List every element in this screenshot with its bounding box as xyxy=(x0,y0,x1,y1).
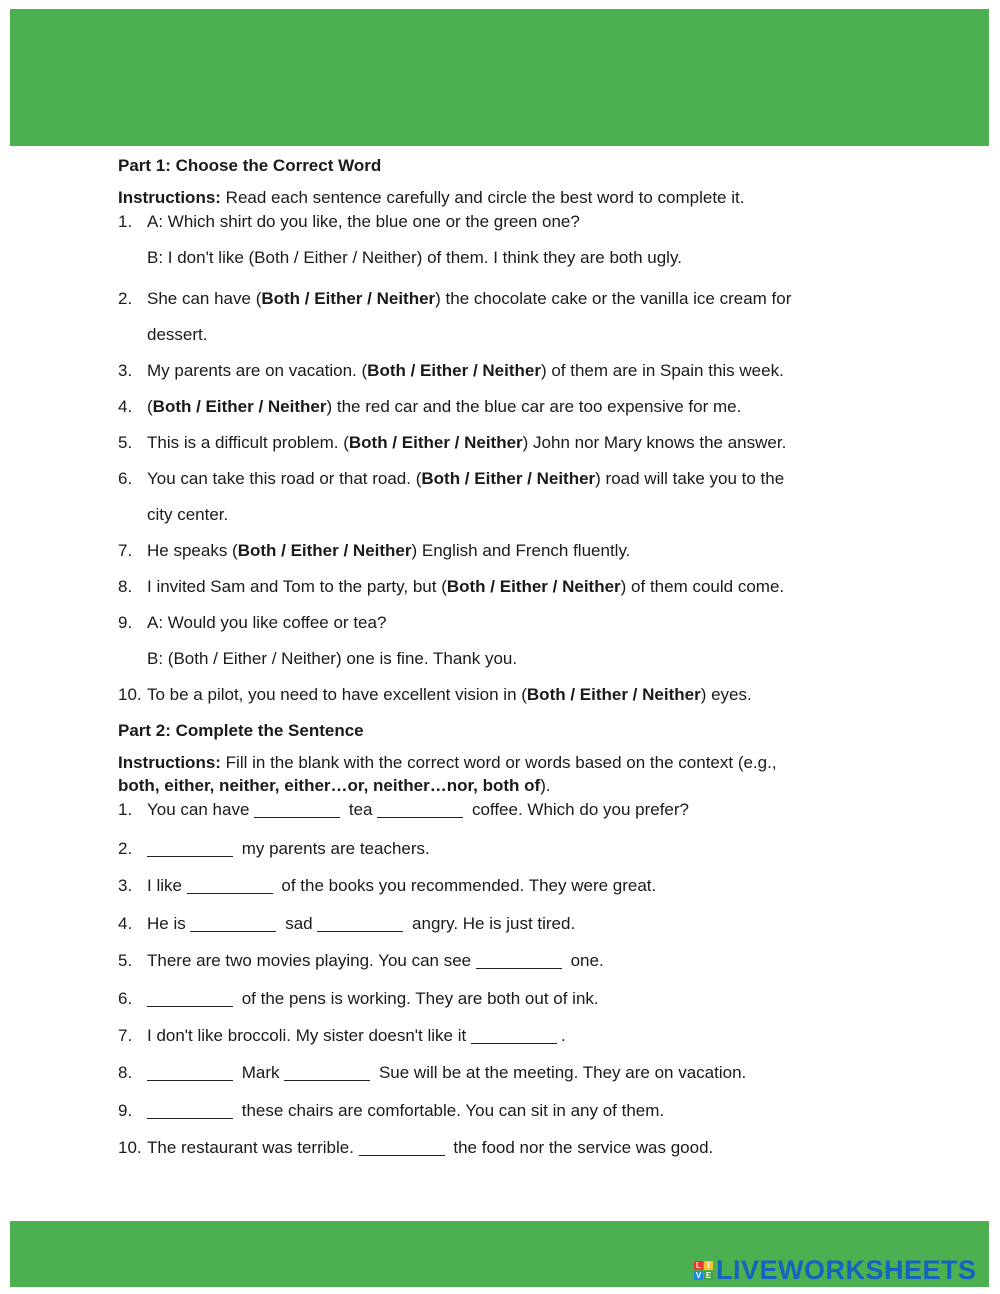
list-item xyxy=(118,942,878,979)
header-band xyxy=(10,9,989,146)
item-text: My parents are on vacation. ( xyxy=(147,361,368,380)
part2-instructions-label: Instructions: xyxy=(118,753,221,772)
item-text: ) of them could come. xyxy=(620,577,785,596)
part2-instructions-words: both, either, neither, either…or, neither…nor, both of xyxy=(118,776,541,795)
answer-blank[interactable] xyxy=(147,988,233,1007)
item-text: ) eyes. xyxy=(700,685,752,704)
list-item xyxy=(118,569,878,605)
choice-options[interactable]: Both / Either / Neither xyxy=(348,433,523,452)
item-text: of the pens is working. They are both out of ink. xyxy=(237,988,599,1008)
part2-instructions xyxy=(118,751,878,797)
item-text: ( xyxy=(147,397,153,416)
list-item xyxy=(118,1092,878,1129)
list-item xyxy=(118,905,878,942)
answer-blank[interactable] xyxy=(476,950,562,969)
item-text: tea xyxy=(344,800,378,819)
item-number: 4. xyxy=(118,397,133,416)
item-text: You can have xyxy=(147,800,255,819)
list-item xyxy=(118,677,878,713)
list-item xyxy=(118,830,878,867)
answer-blank[interactable] xyxy=(147,1062,233,1081)
item-line: A: Would you like coffee or tea? xyxy=(147,613,387,632)
item-line: A: Which shirt do you like, the blue one or the green one? xyxy=(147,212,580,231)
item-text: ) John nor Mary knows the answer. xyxy=(522,433,787,452)
choice-options[interactable]: Both / Either / Neither xyxy=(446,577,621,596)
item-text: Sue will be at the meeting. They are on vacation. xyxy=(374,1063,747,1083)
logo-text: LIVEWORKSHEETS xyxy=(716,1255,977,1285)
answer-blank[interactable] xyxy=(254,799,340,818)
item-number: 7. xyxy=(118,1026,133,1046)
item-text: ) the chocolate cake or the vanilla ice cream for xyxy=(435,289,792,308)
choice-options[interactable]: Both / Either / Neither xyxy=(526,685,701,704)
item-number: 2. xyxy=(118,289,133,308)
part2-list xyxy=(118,797,878,1167)
item-number: 5. xyxy=(118,433,133,452)
item-number: 3. xyxy=(118,876,133,896)
list-item xyxy=(118,867,878,904)
list-item xyxy=(118,533,878,569)
item-text: . xyxy=(560,1026,566,1046)
part1-instructions-label: Instructions: xyxy=(118,188,221,207)
item-number: 9. xyxy=(118,1100,133,1120)
part1-instructions xyxy=(118,186,878,209)
list-item xyxy=(118,980,878,1017)
item-number: 1. xyxy=(118,800,133,819)
item-number: 6. xyxy=(118,988,133,1008)
list-item xyxy=(118,605,878,677)
item-number: 8. xyxy=(118,1063,133,1083)
choice-options[interactable]: Both / Either / Neither xyxy=(237,541,412,560)
logo-mark-icon: L I V E xyxy=(695,1260,712,1280)
item-text: coffee. Which do you prefer? xyxy=(467,800,689,819)
item-number: 9. xyxy=(118,613,133,632)
choice-options[interactable]: Both / Either / Neither xyxy=(367,361,541,380)
item-number: 10. xyxy=(118,685,142,704)
item-line[interactable]: B: I don't like (Both / Either / Neither) of them. I think they are both ugly. xyxy=(147,248,682,267)
item-line[interactable]: B: (Both / Either / Neither) one is fine. Thank you. xyxy=(147,649,518,668)
item-number: 5. xyxy=(118,951,133,971)
item-text: my parents are teachers. xyxy=(237,839,430,858)
list-item xyxy=(118,425,878,461)
list-item xyxy=(118,389,878,425)
item-text: the food nor the service was good. xyxy=(448,1138,714,1158)
part1-heading: Part 1: Choose the Correct Word xyxy=(118,156,382,175)
list-item xyxy=(118,281,878,353)
item-text: Mark xyxy=(237,1063,285,1083)
part2-instructions-text: Fill in the blank with the correct word or words based on the context (e.g., xyxy=(220,753,777,772)
item-text: He is xyxy=(147,913,191,933)
item-text: I invited Sam and Tom to the party, but ( xyxy=(147,577,447,596)
answer-blank[interactable] xyxy=(187,875,273,894)
list-item xyxy=(118,1017,878,1054)
item-number: 7. xyxy=(118,541,133,560)
item-text: He speaks ( xyxy=(147,541,238,560)
item-number: 8. xyxy=(118,577,133,596)
part1-list xyxy=(118,209,878,713)
part1-instructions-text: Read each sentence carefully and circle the best word to complete it. xyxy=(220,188,745,207)
item-line: dessert. xyxy=(147,325,208,344)
answer-blank[interactable] xyxy=(190,913,276,932)
item-text: I don't like broccoli. My sister doesn't like it xyxy=(147,1026,471,1046)
worksheet-content xyxy=(118,154,878,1167)
item-text: ) road will take you to the xyxy=(595,469,785,488)
choice-options[interactable]: Both / Either / Neither xyxy=(152,397,327,416)
item-text: ) the red car and the blue car are too expensive for me. xyxy=(326,397,742,416)
item-text: You can take this road or that road. ( xyxy=(147,469,422,488)
answer-blank[interactable] xyxy=(284,1062,370,1081)
answer-blank[interactable] xyxy=(317,913,403,932)
item-number: 3. xyxy=(118,361,133,380)
item-text: ) of them are in Spain this week. xyxy=(540,361,784,380)
item-text: I like xyxy=(147,876,187,896)
list-item xyxy=(118,353,878,389)
item-text: sad xyxy=(280,913,318,933)
choice-options[interactable]: Both / Either / Neither xyxy=(421,469,596,488)
answer-blank[interactable] xyxy=(377,799,463,818)
answer-blank[interactable] xyxy=(471,1025,557,1044)
list-item xyxy=(118,1054,878,1091)
item-number: 6. xyxy=(118,469,133,488)
answer-blank[interactable] xyxy=(147,1100,233,1119)
item-text: There are two movies playing. You can see xyxy=(147,951,476,971)
part2-instructions-end: ). xyxy=(540,776,551,795)
item-number: 2. xyxy=(118,839,133,858)
item-number: 10. xyxy=(118,1138,142,1158)
item-text: of the books you recommended. They were great. xyxy=(276,876,657,896)
liveworksheets-logo[interactable] xyxy=(694,1257,977,1283)
item-text: This is a difficult problem. ( xyxy=(147,433,349,452)
choice-options[interactable]: Both / Either / Neither xyxy=(261,289,436,308)
item-number: 4. xyxy=(118,913,133,933)
item-text: ) English and French fluently. xyxy=(411,541,631,560)
item-text: To be a pilot, you need to have excellent vision in ( xyxy=(147,685,527,704)
item-line: city center. xyxy=(147,505,229,524)
item-text: She can have ( xyxy=(147,289,262,308)
list-item xyxy=(118,209,878,281)
list-item xyxy=(118,1129,878,1166)
item-number: 1. xyxy=(118,212,133,231)
answer-blank[interactable] xyxy=(359,1137,445,1156)
answer-blank[interactable] xyxy=(147,838,233,857)
item-text: these chairs are comfortable. You can sit in any of them. xyxy=(237,1100,665,1120)
item-text: The restaurant was terrible. xyxy=(147,1138,359,1158)
item-text: one. xyxy=(565,951,604,971)
list-item xyxy=(118,797,878,822)
list-item xyxy=(118,461,878,533)
item-text: angry. He is just tired. xyxy=(407,913,576,933)
part2-heading: Part 2: Complete the Sentence xyxy=(118,721,364,740)
